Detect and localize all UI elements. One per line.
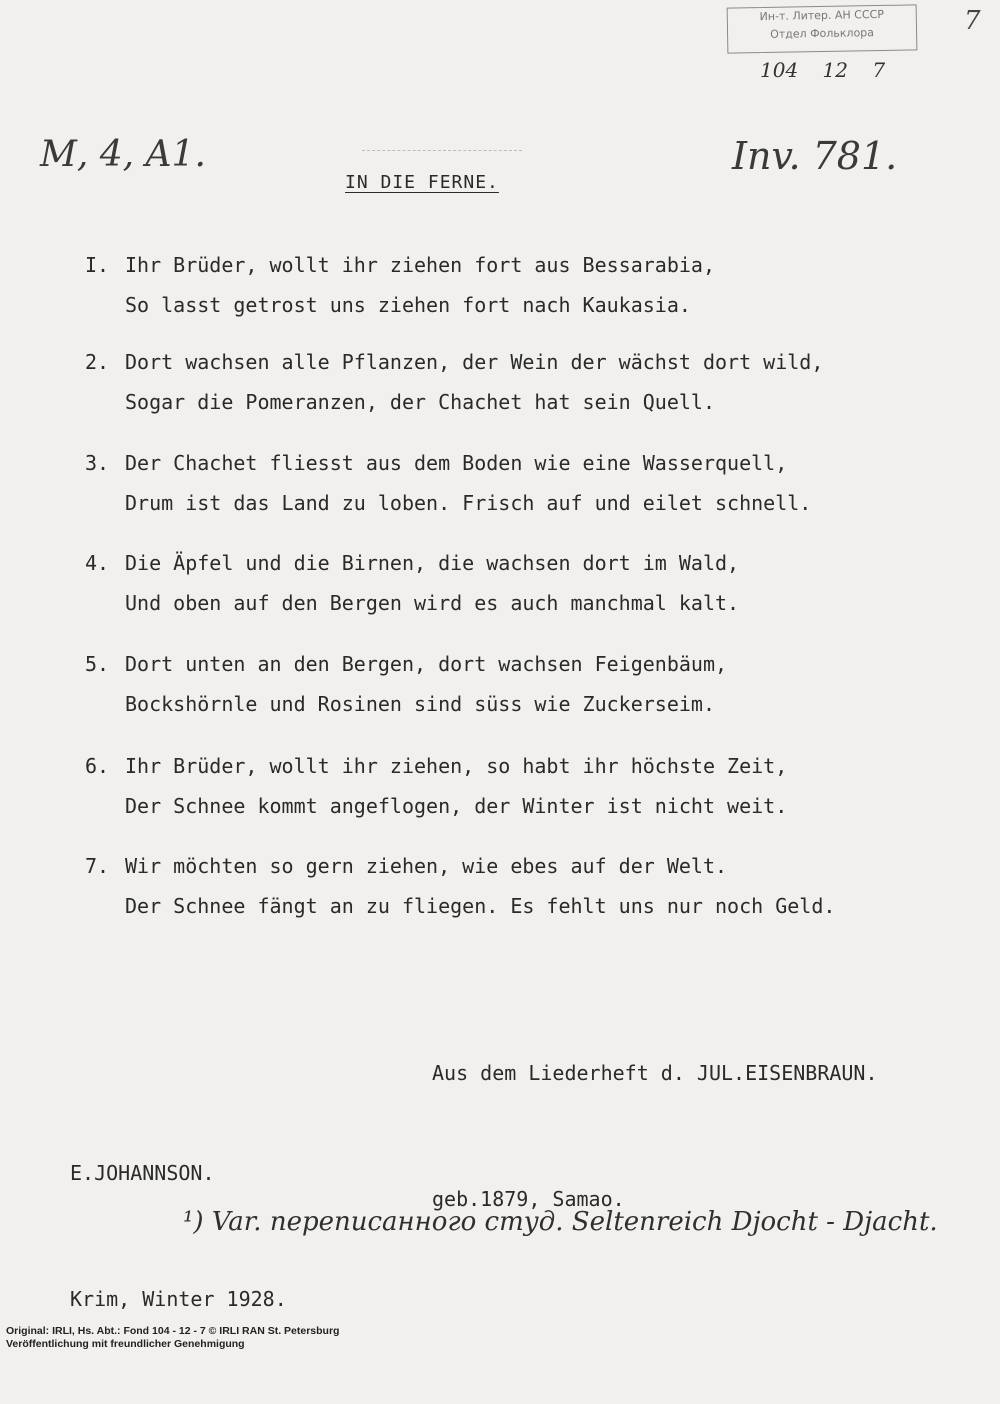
source-attribution bbox=[432, 968, 878, 1304]
stanza-line: Bockshörnle und Rosinen sind süss wie Zuckerseim. bbox=[125, 692, 716, 716]
stanza bbox=[85, 846, 835, 926]
stanza-line: Und oben auf den Bergen wird es auch manchmal kalt. bbox=[125, 591, 740, 615]
source-line: Aus dem Liederheft d. JUL.EISENBRAUN. bbox=[432, 1061, 878, 1085]
handwritten-footnote: ¹) Var. переписанного студ. Seltenreich Djocht - Djacht. bbox=[183, 1207, 938, 1237]
footer-line: Veröffentlichung mit freundlicher Genehmigung bbox=[6, 1338, 245, 1350]
stanza-number: 6. bbox=[85, 754, 110, 778]
stanza bbox=[85, 342, 823, 422]
stanza bbox=[85, 443, 811, 523]
stanza-number: 5. bbox=[85, 652, 110, 676]
stanza-line: Dort unten an den Bergen, dort wachsen Feigenbäum, bbox=[125, 652, 728, 676]
stamp-line-2: Отдел Фольклора bbox=[770, 26, 875, 41]
faint-divider bbox=[362, 150, 522, 151]
stanza-number: 7. bbox=[85, 854, 110, 878]
stanza-line: Die Äpfel und die Birnen, die wachsen dort im Wald, bbox=[125, 551, 740, 575]
collector-name: E.JOHANNSON. bbox=[70, 1161, 215, 1185]
stanza-line: So lasst getrost uns ziehen fort nach Kaukasia. bbox=[125, 293, 691, 317]
footer-line: Original: IRLI, Hs. Abt.: Fond 104 - 12 - 7 © IRLI RAN St. Petersburg bbox=[6, 1325, 340, 1337]
collector-place-date: Krim, Winter 1928. bbox=[70, 1287, 287, 1311]
stanza-line: Ihr Brüder, wollt ihr ziehen, so habt ihr höchste Zeit, bbox=[125, 754, 788, 778]
stamp-numbers: 104 12 7 bbox=[760, 58, 886, 82]
stanza bbox=[85, 543, 739, 623]
handwritten-inventory-number: Inv. 781. bbox=[732, 134, 898, 178]
stanza-line: Wir möchten so gern ziehen, wie ebes auf der Welt. bbox=[125, 854, 728, 878]
stanza-line: Dort wachsen alle Pflanzen, der Wein der wächst dort wild, bbox=[125, 350, 824, 374]
page-number-mark: 7 bbox=[964, 6, 981, 36]
stanza-line: Ihr Brüder, wollt ihr ziehen fort aus Bessarabia, bbox=[125, 253, 716, 277]
stanza-number: 2. bbox=[85, 350, 110, 374]
stanza-line: Drum ist das Land zu loben. Frisch auf und eilet schnell. bbox=[125, 491, 812, 515]
stanza-line: Der Chachet fliesst aus dem Boden wie eine Wasserquell, bbox=[125, 451, 788, 475]
stanza-number: I. bbox=[85, 253, 110, 277]
stanza bbox=[85, 245, 715, 325]
stamp-line-1: Ин-т. Литер. АН СССР bbox=[759, 7, 885, 24]
stanza-line: Der Schnee fängt an zu fliegen. Es fehlt uns nur noch Geld. bbox=[125, 894, 836, 918]
stanza bbox=[85, 644, 727, 724]
poem-title: IN DIE FERNE. bbox=[345, 172, 499, 193]
stanza-line: Der Schnee kommt angeflogen, der Winter ist nicht weit. bbox=[125, 794, 788, 818]
stanza-number: 3. bbox=[85, 451, 110, 475]
archive-stamp bbox=[727, 4, 918, 53]
stanza bbox=[85, 746, 787, 826]
stanza-line: Sogar die Pomeranzen, der Chachet hat sein Quell. bbox=[125, 390, 716, 414]
handwritten-shelfmark: M, 4, A1. bbox=[40, 134, 206, 175]
source-line: geb.1879, Samao. bbox=[432, 1187, 625, 1211]
copyright-footer bbox=[6, 1325, 339, 1351]
stanza-number: 4. bbox=[85, 551, 110, 575]
